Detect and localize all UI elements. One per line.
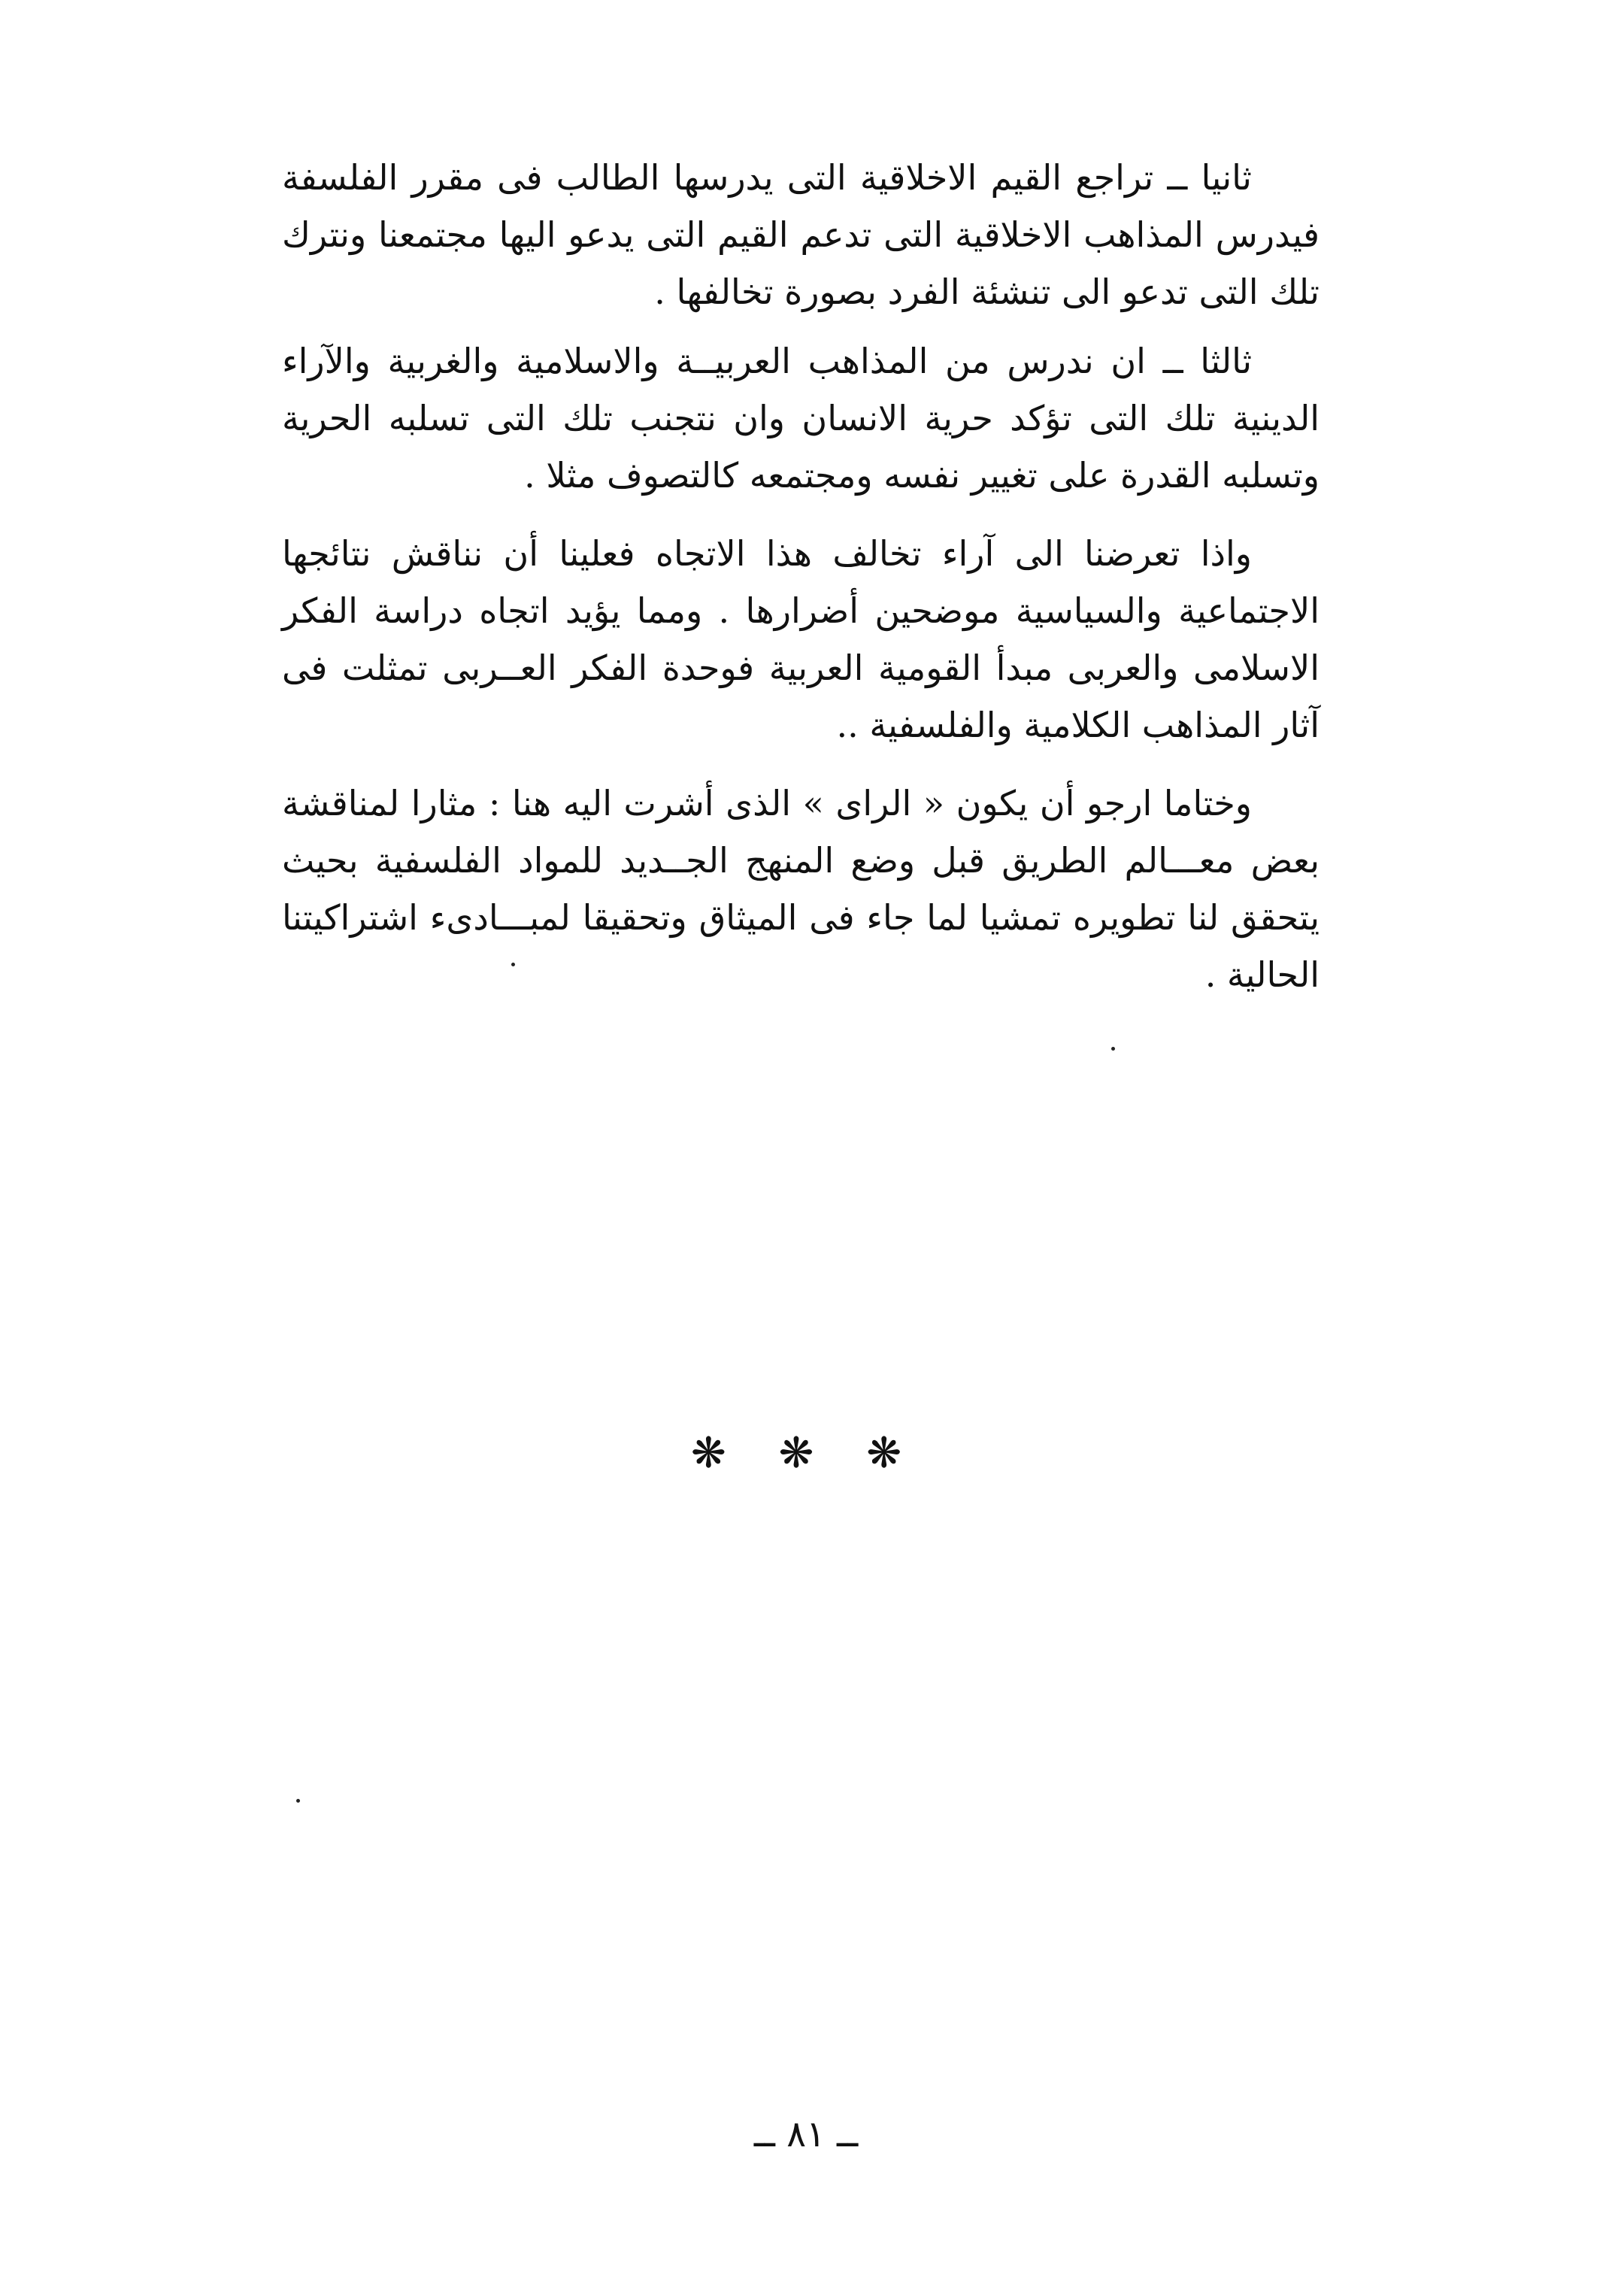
paragraph-conclusion [282,775,1320,1003]
paragraph-secondly [282,149,1320,320]
scan-speck [1111,1047,1115,1051]
section-separator: ❋ ❋ ❋ [690,1429,922,1478]
page-number: ــ ٨١ ــ [753,2113,859,2155]
paragraph-thirdly [282,332,1320,504]
scan-speck [296,1799,300,1803]
paragraph-text: واذا تعرضنا الى آراء تخالف هذا الاتجاه فعلينا أن نناقش نتائجها الاجتماعية والسياسية موضحين أضرارها . ومما يؤيد اتجاه دراسة الفكر الاسلامى والعربى مبدأ القومية العربية فوحدة الفكر العــربى تمثلت فى آثار المذاهب الكلامية والفلسفية .. [282,533,1320,745]
scan-speck [511,963,515,966]
paragraph-text: ثالثا ــ ان ندرس من المذاهب العربيــة والاسلامية والغربية والآراء الدينية تلك التى تؤكد حرية الانسان وان نتجنب تلك التى تسلبه الحرية وتسلبه القدرة على تغيير نفسه ومجتمعه كالتصوف مثلا . [282,341,1320,496]
paragraph-opposing-views [282,525,1320,754]
paragraph-text: ثانيا ــ تراجع القيم الاخلاقية التى يدرسها الطالب فى مقرر الفلسفة فيدرس المذاهب الاخلاقية التى تدعم القيم التى يدعو اليها مجتمعنا ونترك تلك التى تدعو الى تنشئة الفرد بصورة تخالفها . [282,157,1320,312]
paragraph-text: وختاما ارجو أن يكون « الراى » الذى أشرت اليه هنا : مثارا لمناقشة بعض معـــالم الطريق قبل وضع المنهج الجــديد للمواد الفلسفية بحيث يتحقق لنا تطويره تمشيا لما جاء فى الميثاق وتحقيقا لمبـــادىء اشتراكيتنا الحالية . [282,783,1320,995]
